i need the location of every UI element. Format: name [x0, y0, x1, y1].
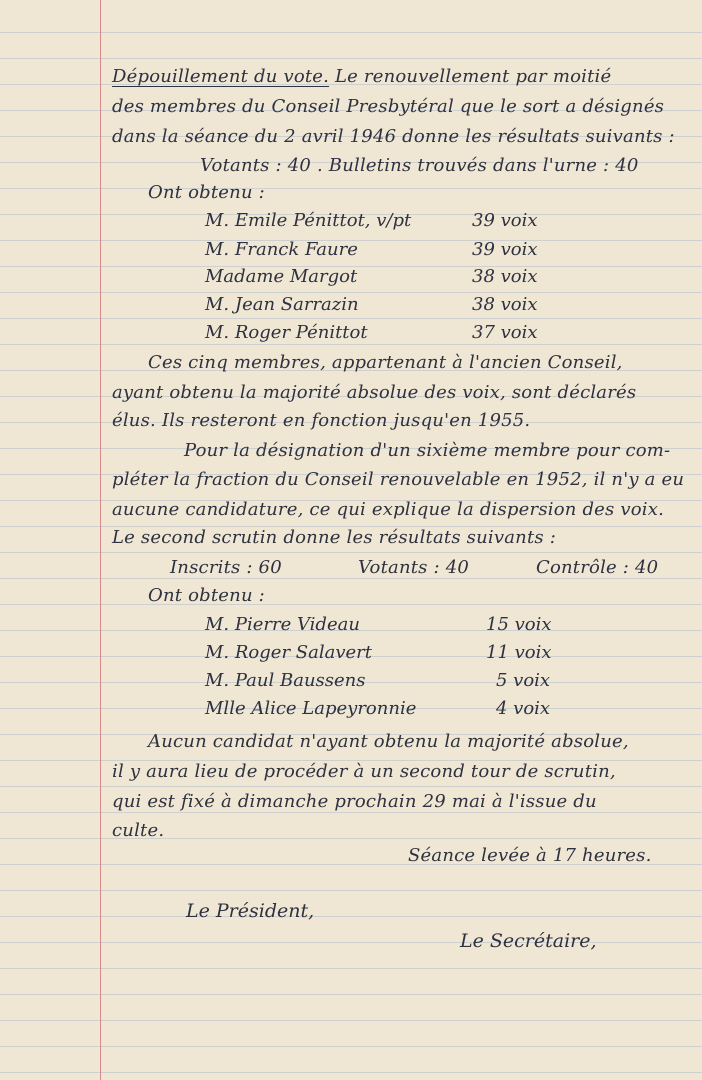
- paragraph-4-line-3: qui est fixé à dimanche prochain 29 mai à l'issue du: [112, 791, 597, 812]
- result1-votes-2: 39 voix: [472, 239, 538, 260]
- secretaire-signature: Le Secrétaire,: [460, 930, 597, 952]
- vote-stats-1: Votants : 40 . Bulletins trouvés dans l'urne : 40: [200, 155, 639, 176]
- paragraph-4-line-2: il y aura lieu de procéder à un second tour de scrutin,: [112, 761, 616, 782]
- paragraph-4-line-1: Aucun candidat n'ayant obtenu la majorité absolue,: [148, 731, 629, 752]
- votants-count: Votants : 40: [358, 557, 470, 578]
- paragraph-3-line-4: Le second scrutin donne les résultats suivants :: [112, 527, 557, 548]
- text-line-1: [112, 66, 611, 87]
- paragraph-3-line-2: pléter la fraction du Conseil renouvelable en 1952, il n'y a eu: [112, 469, 685, 490]
- ont-obtenu-label-1: Ont obtenu :: [148, 182, 265, 203]
- closing-line: Séance levée à 17 heures.: [408, 845, 652, 866]
- paragraph-2-line-2: ayant obtenu la majorité absolue des voix, sont déclarés: [112, 382, 637, 403]
- inscrits-count: Inscrits : 60: [170, 557, 282, 578]
- result2-votes-4: 4 voix: [496, 698, 551, 719]
- margin-rule: [100, 0, 101, 1080]
- paragraph-3-line-1: Pour la désignation d'un sixième membre pour com-: [184, 440, 671, 461]
- result2-votes-3: 5 voix: [496, 670, 551, 691]
- president-signature: Le Président,: [186, 900, 315, 922]
- paragraph-1-line-1: Le renouvellement par moitié: [329, 66, 612, 87]
- result1-name-5: M. Roger Pénittot: [205, 322, 368, 343]
- result2-name-3: M. Paul Baussens: [205, 670, 366, 691]
- result1-name-3: Madame Margot: [205, 266, 358, 287]
- result1-name-1: M. Emile Pénittot, v/pt: [205, 210, 412, 231]
- result2-votes-1: 15 voix: [486, 614, 552, 635]
- ont-obtenu-label-2: Ont obtenu :: [148, 585, 265, 606]
- result2-votes-2: 11 voix: [486, 642, 552, 663]
- result1-name-2: M. Franck Faure: [205, 239, 358, 260]
- paragraph-3-line-3: aucune candidature, ce qui explique la dispersion des voix.: [112, 499, 665, 520]
- paragraph-2-line-1: Ces cinq membres, appartenant à l'ancien Conseil,: [148, 352, 623, 373]
- result1-votes-4: 38 voix: [472, 294, 538, 315]
- paragraph-4-line-4: culte.: [112, 820, 165, 841]
- paragraph-1-line-3: dans la séance du 2 avril 1946 donne les résultats suivants :: [112, 126, 675, 147]
- controle-count: Contrôle : 40: [536, 557, 659, 578]
- result1-votes-5: 37 voix: [472, 322, 538, 343]
- result1-votes-3: 38 voix: [472, 266, 538, 287]
- result2-name-4: Mlle Alice Lapeyronnie: [205, 698, 417, 719]
- result2-name-2: M. Roger Salavert: [205, 642, 372, 663]
- result2-name-1: M. Pierre Videau: [205, 614, 360, 635]
- result1-votes-1: 39 voix: [472, 210, 538, 231]
- paragraph-2-line-3: élus. Ils resteront en fonction jusqu'en 1955.: [112, 410, 531, 431]
- section-heading: Dépouillement du vote.: [112, 66, 330, 87]
- paragraph-1-line-2: des membres du Conseil Presbytéral que le sort a désignés: [112, 96, 665, 117]
- result1-name-4: M. Jean Sarrazin: [205, 294, 359, 315]
